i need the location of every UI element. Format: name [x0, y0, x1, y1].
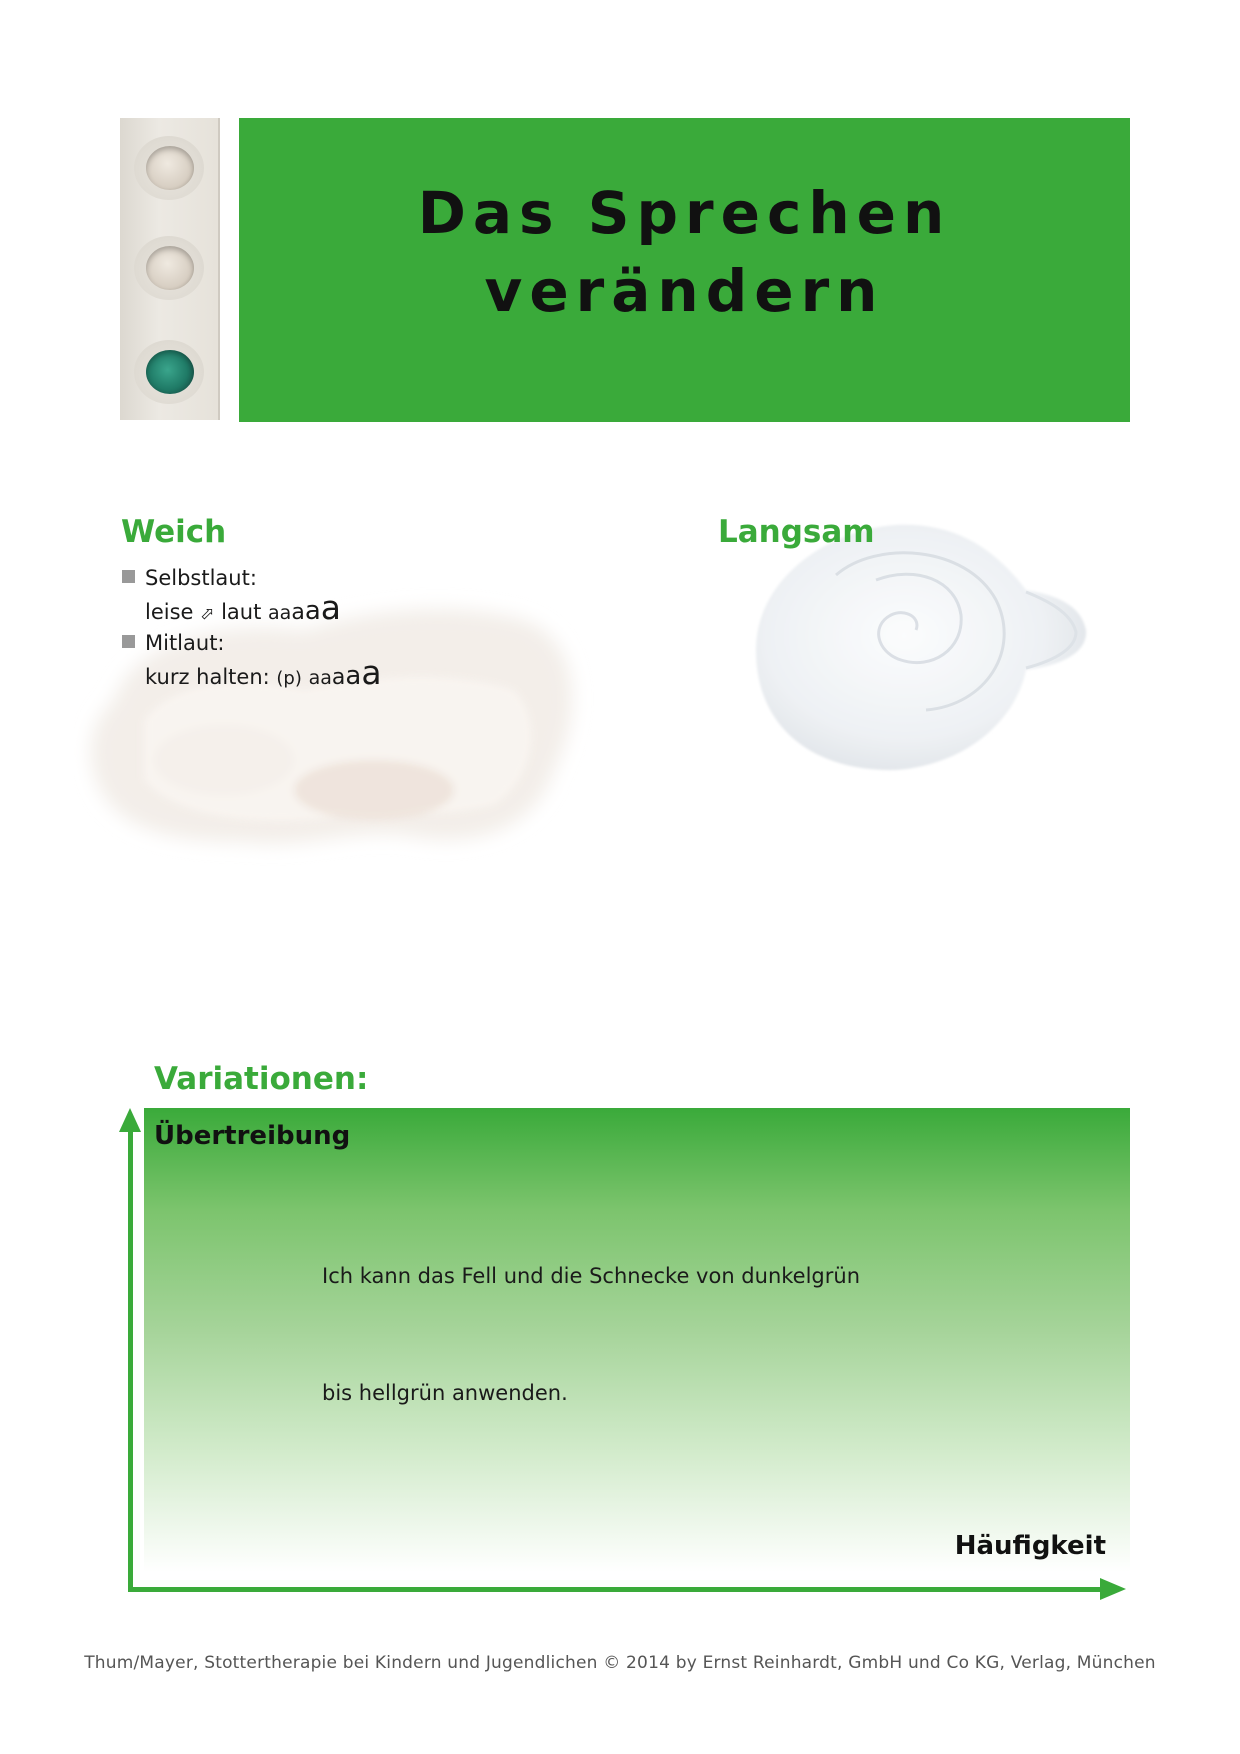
traffic-light-lamp-middle	[146, 246, 194, 290]
vowel-a: a	[291, 600, 305, 625]
arrow-right-icon	[1100, 1578, 1126, 1600]
page-title-line-2: verändern	[484, 257, 885, 325]
selbstlaut-leise: leise	[145, 600, 194, 624]
list-item	[122, 629, 382, 658]
weich-heading: Weich	[121, 514, 227, 550]
vowel-a: a	[308, 667, 321, 689]
vowel-a: a	[320, 667, 332, 689]
title-banner	[239, 118, 1130, 422]
x-axis-line	[128, 1587, 1106, 1592]
variations-heading: Variationen:	[154, 1061, 369, 1097]
vowel-a: a	[345, 661, 362, 691]
variations-text-line-1: Ich kann das Fell und die Schnecke von dunkelgrün	[322, 1264, 861, 1288]
selbstlaut-label: Selbstlaut:	[145, 566, 257, 590]
y-axis-line	[128, 1118, 133, 1592]
vowel-a: a	[320, 588, 341, 627]
x-axis-label: Häufigkeit	[954, 1531, 1106, 1561]
vowel-a: a	[331, 665, 346, 690]
arrow-up-icon	[119, 1108, 141, 1132]
footer-citation: Thum/Mayer, Stottertherapie bei Kindern und Jugendlichen © 2014 by Ernst Reinhardt, GmbH und Co KG, Verlag, München	[84, 1653, 1156, 1673]
vowel-a: a	[268, 602, 280, 624]
page-title-line-1: Das Sprechen	[417, 179, 952, 247]
growing-vowel-sequence	[308, 653, 382, 692]
vowel-a: a	[304, 596, 321, 626]
variations-gradient-panel	[144, 1108, 1130, 1572]
vowel-a: a	[361, 653, 382, 692]
bullet-square-icon	[122, 635, 135, 648]
variations-text-line-2: bis hellgrün anwenden.	[322, 1381, 568, 1405]
traffic-light-lamp-bottom	[146, 350, 194, 394]
mitlaut-kurz-halten: kurz halten:	[145, 665, 270, 689]
vowel-a: a	[279, 602, 292, 624]
crescendo-arrow-icon: ⬀	[200, 604, 215, 624]
mitlaut-p-bracket: (p)	[276, 668, 302, 689]
growing-vowel-sequence	[268, 588, 341, 627]
langsam-heading: Langsam	[718, 514, 875, 550]
weich-list	[122, 564, 382, 693]
mitlaut-detail	[122, 653, 382, 693]
traffic-light-lamp-top	[146, 146, 194, 190]
mitlaut-label: Mitlaut:	[145, 631, 225, 655]
traffic-light-image	[120, 118, 220, 420]
snail-shell-image	[726, 520, 1096, 780]
bullet-square-icon	[122, 570, 135, 583]
y-axis-label: Übertreibung	[154, 1121, 351, 1151]
selbstlaut-laut: laut	[221, 600, 262, 624]
selbstlaut-detail	[122, 588, 382, 629]
list-item	[122, 564, 382, 593]
